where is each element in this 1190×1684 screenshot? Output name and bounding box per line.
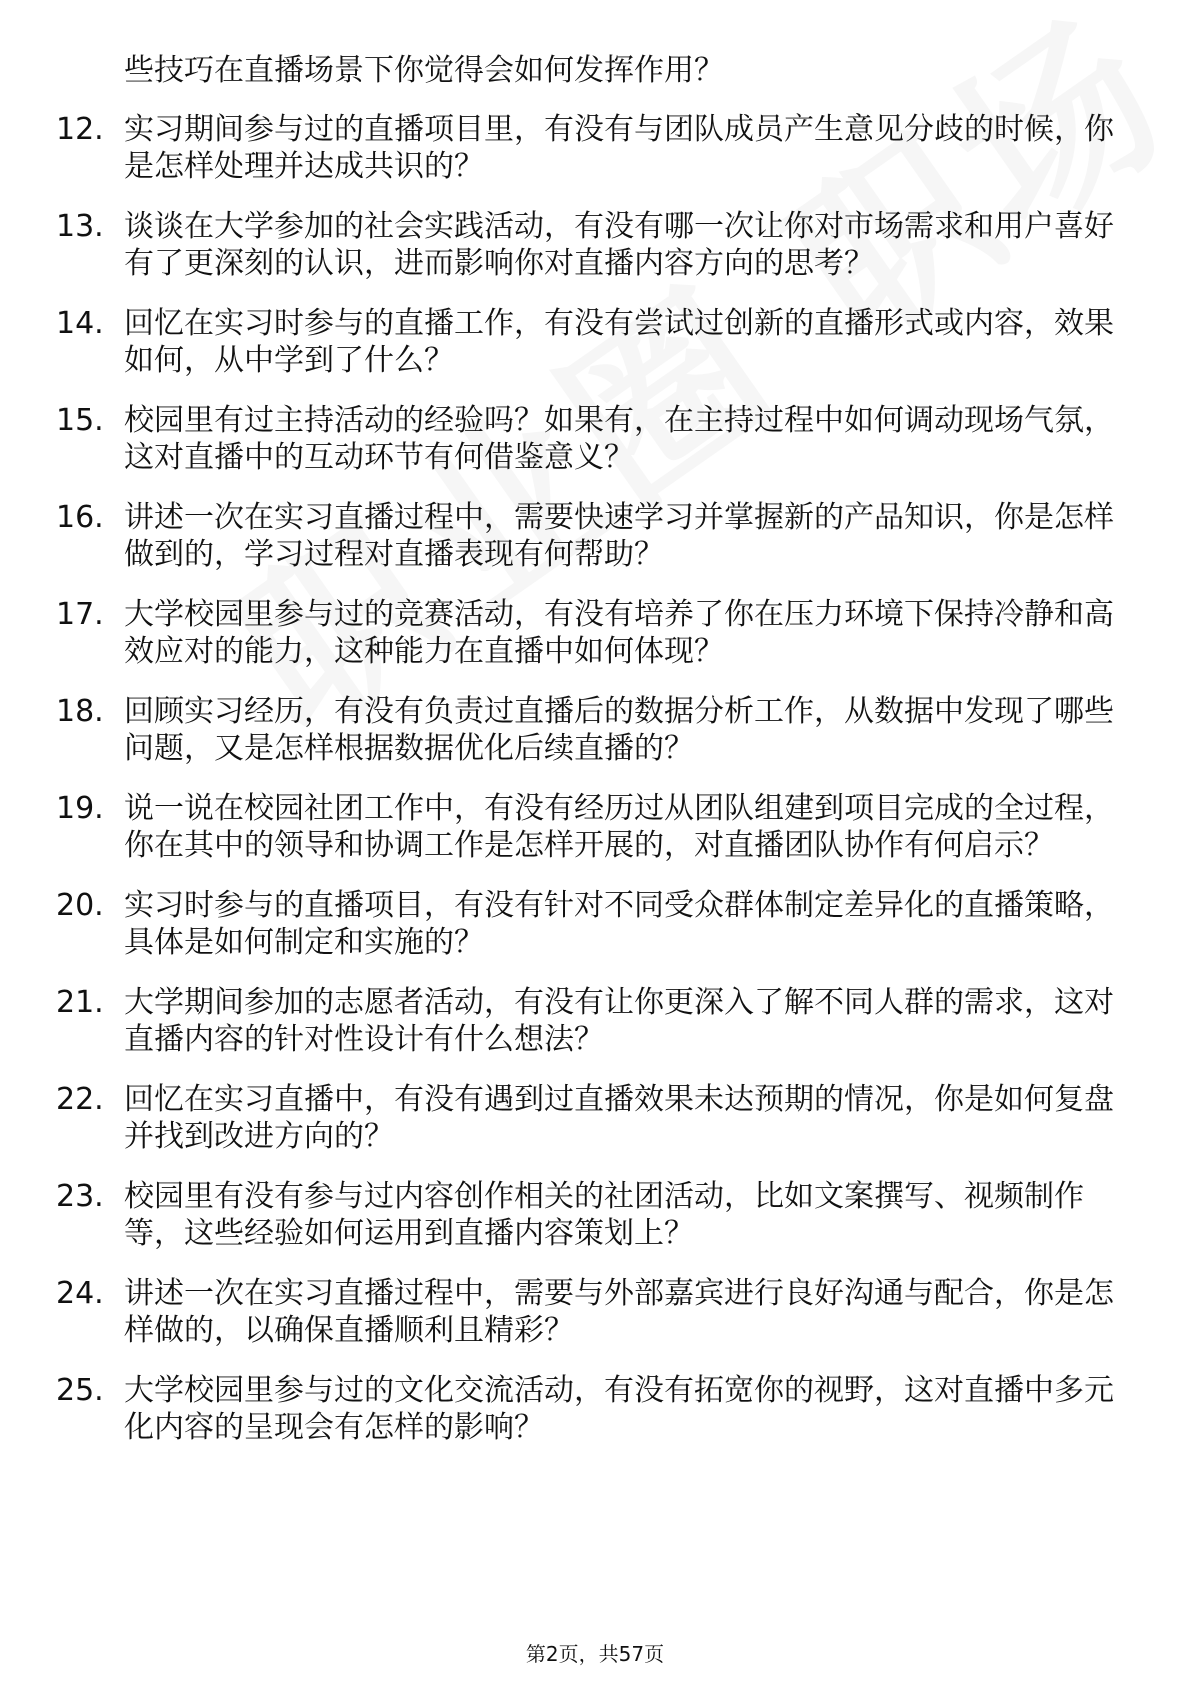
question-text: 回忆在实习直播中，有没有遇到过直播效果未达预期的情况，你是如何复盘并找到改进方向的？ <box>124 1082 1114 1154</box>
question-text: 大学校园里参与过的竞赛活动，有没有培养了你在压力环境下保持冷静和高效应对的能力，这种能力在直播中如何体现？ <box>124 597 1114 669</box>
question-text: 校园里有没有参与过内容创作相关的社团活动，比如文案撰写、视频制作等，这些经验如何运用到直播内容策划上？ <box>124 1179 1084 1251</box>
question-number: 12. <box>56 112 104 147</box>
question-text: 大学校园里参与过的文化交流活动，有没有拓宽你的视野，这对直播中多元化内容的呈现会有怎样的影响？ <box>124 1373 1114 1445</box>
question-text: 讲述一次在实习直播过程中，需要与外部嘉宾进行良好沟通与配合，你是怎样做的，以确保直播顺利且精彩？ <box>124 1276 1114 1348</box>
question-item <box>0 1372 1114 1446</box>
question-text: 校园里有过主持活动的经验吗？如果有，在主持过程中如何调动现场气氛，这对直播中的互动环节有何借鉴意义？ <box>124 403 1114 475</box>
question-item <box>0 790 1114 864</box>
question-list <box>0 111 1190 1446</box>
question-item <box>0 499 1114 573</box>
question-text: 大学期间参加的志愿者活动，有没有让你更深入了解不同人群的需求，这对直播内容的针对性设计有什么想法？ <box>124 985 1114 1057</box>
question-number: 15. <box>56 403 104 438</box>
question-item <box>0 887 1114 961</box>
question-text: 说一说在校园社团工作中，有没有经历过从团队组建到项目完成的全过程，你在其中的领导和协调工作是怎样开展的，对直播团队协作有何启示？ <box>124 791 1114 863</box>
question-number: 13. <box>56 209 104 244</box>
continuation-text: 些技巧在直播场景下你觉得会如何发挥作用？ <box>124 53 724 88</box>
question-item <box>0 693 1114 767</box>
question-item <box>0 1275 1114 1349</box>
question-text: 谈谈在大学参加的社会实践活动，有没有哪一次让你对市场需求和用户喜好有了更深刻的认识，进而影响你对直播内容方向的思考？ <box>124 209 1114 281</box>
question-number: 18. <box>56 694 104 729</box>
question-text: 实习时参与的直播项目，有没有针对不同受众群体制定差异化的直播策略，具体是如何制定和实施的？ <box>124 888 1114 960</box>
question-item <box>0 596 1114 670</box>
question-number: 20. <box>56 888 104 923</box>
page-content <box>0 52 1190 1469</box>
question-number: 23. <box>56 1179 104 1214</box>
question-text: 回忆在实习时参与的直播工作，有没有尝试过创新的直播形式或内容，效果如何，从中学到了什么？ <box>124 306 1114 378</box>
question-item <box>0 984 1114 1058</box>
question-number: 17. <box>56 597 104 632</box>
question-text: 回顾实习经历，有没有负责过直播后的数据分析工作，从数据中发现了哪些问题，又是怎样根据数据优化后续直播的？ <box>124 694 1114 766</box>
question-item <box>0 305 1114 379</box>
question-item <box>0 111 1114 185</box>
question-number: 21. <box>56 985 104 1020</box>
question-item <box>0 1081 1114 1155</box>
question-item <box>0 208 1114 282</box>
question-text: 讲述一次在实习直播过程中，需要快速学习并掌握新的产品知识，你是怎样做到的，学习过程对直播表现有何帮助？ <box>124 500 1114 572</box>
question-number: 16. <box>56 500 104 535</box>
question-number: 25. <box>56 1373 104 1408</box>
page-footer: 第2页，共57页 <box>525 1642 665 1666</box>
question-item <box>0 402 1114 476</box>
question-number: 24. <box>56 1276 104 1311</box>
question-number: 19. <box>56 791 104 826</box>
question-number: 14. <box>56 306 104 341</box>
question-item <box>0 1178 1114 1252</box>
question-number: 22. <box>56 1082 104 1117</box>
question-text: 实习期间参与过的直播项目里，有没有与团队成员产生意见分歧的时候，你是怎样处理并达成共识的？ <box>124 112 1114 184</box>
